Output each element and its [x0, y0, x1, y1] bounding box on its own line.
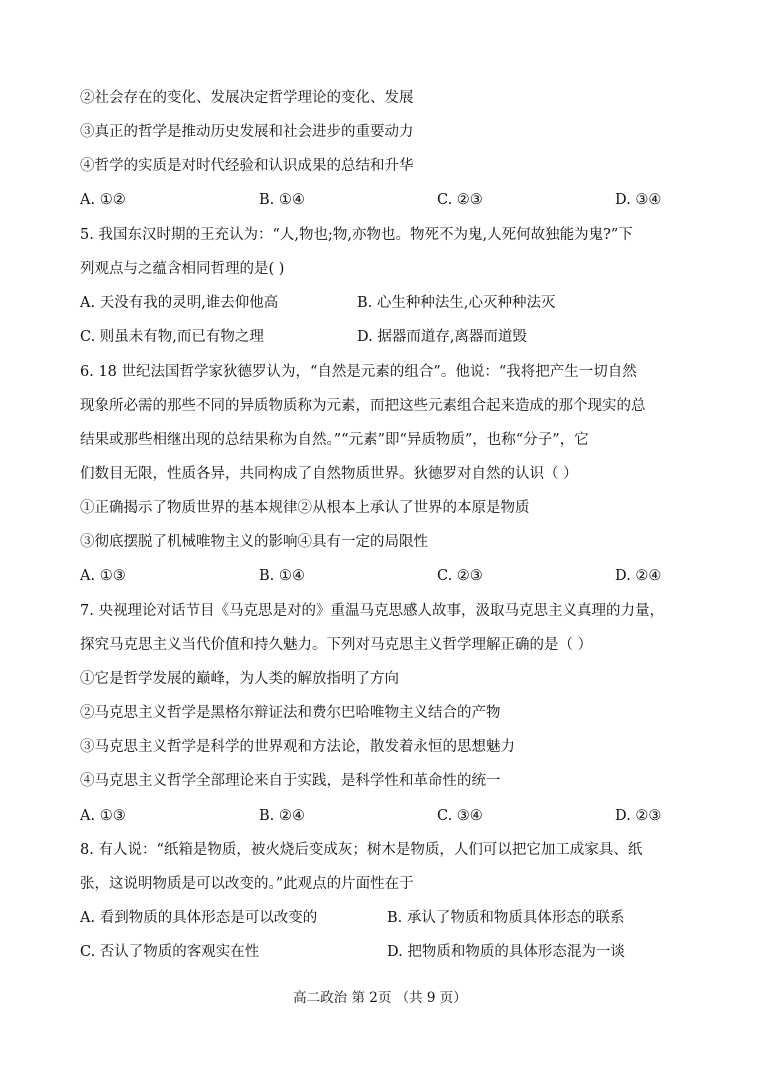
q7-statement-1: ①它是哲学发展的巅峰，为人类的解放指明了方向 [80, 671, 399, 687]
q6-options [80, 566, 680, 586]
q7-option-b: B. ②④ [259, 808, 305, 824]
q6-stem-line-2: 现象所必需的那些不同的异质物质称为元素，而把这些元素组合起来造成的那个现实的总 [80, 398, 646, 414]
q5-option-d: D. 据器而道存,离器而道毁 [357, 329, 527, 345]
q8-options-row-1 [80, 908, 680, 928]
q5-options-row-2 [80, 327, 680, 347]
q6-stem-line-4: 们数目无限，性质各异，共同构成了自然物质世界。狄德罗对自然的认识（ ） [80, 466, 578, 482]
q4-option-a: A. ①② [80, 192, 126, 208]
q8-option-d: D. 把物质和物质的具体形态混为一谈 [387, 944, 625, 960]
q4-statement-2: ②社会存在的变化、发展决定哲学理论的变化、发展 [80, 90, 414, 106]
q7-option-d: D. ②③ [615, 808, 662, 824]
q6-option-b: B. ①④ [259, 568, 305, 584]
q4-options [80, 190, 680, 210]
q8-stem-line-2: 张，这说明物质是可以改变的。”此观点的片面性在于 [80, 876, 414, 892]
q6-statements-1-2: ①正确揭示了物质世界的基本规律②从根本上承认了世界的本原是物质 [80, 500, 530, 516]
page-footer: 高二政治 第 2页 （共 9 页） [293, 990, 467, 1006]
q7-stem-line-2: 探究马克思主义当代价值和持久魅力。下列对马克思主义哲学理解正确的是（ ） [80, 637, 593, 653]
q6-option-a: A. ①③ [80, 568, 126, 584]
q7-option-c: C. ③④ [437, 808, 483, 824]
q7-statement-4: ④马克思主义哲学全部理论来自于实践，是科学性和革命性的统一 [80, 773, 501, 789]
q4-statement-4: ④哲学的实质是对时代经验和认识成果的总结和升华 [80, 158, 414, 174]
q6-option-c: C. ②③ [437, 568, 483, 584]
q5-option-a: A. 天没有我的灵明,谁去仰他高 [80, 295, 279, 311]
q6-stem-line-3: 结果或那些相继出现的总结果称为自然。”“元素”即“异质物质”，也称“分子”，它 [80, 432, 589, 448]
q5-stem-line-1: 5. 我国东汉时期的王充认为：“人,物也;物,亦物也。物死不为鬼,人死何故独能为鬼?”下 [80, 227, 633, 243]
q5-option-b: B. 心生种种法生,心灭种种法灭 [357, 295, 556, 311]
q4-statement-3: ③真正的哲学是推动历史发展和社会进步的重要动力 [80, 124, 414, 140]
q5-option-c: C. 则虽未有物,而已有物之理 [80, 329, 264, 345]
q8-options-row-2 [80, 942, 680, 962]
q8-option-b: B. 承认了物质和物质具体形态的联系 [387, 910, 625, 926]
q7-options [80, 806, 680, 826]
q7-option-a: A. ①③ [80, 808, 126, 824]
q7-statement-3: ③马克思主义哲学是科学的世界观和方法论，散发着永恒的思想魅力 [80, 739, 515, 755]
q4-option-d: D. ③④ [615, 192, 662, 208]
q8-option-a: A. 看到物质的具体形态是可以改变的 [80, 910, 318, 926]
q5-stem-line-2: 列观点与之蕴含相同哲理的是( ) [80, 261, 285, 277]
q8-option-c: C. 否认了物质的客观实在性 [80, 944, 260, 960]
q7-stem-line-1: 7. 央视理论对话节目《马克思是对的》重温马克思感人故事，汲取马克思主义真理的力量， [80, 603, 664, 619]
q8-stem-line-1: 8. 有人说：“纸箱是物质，被火烧后变成灰；树木是物质，人们可以把它加工成家具、纸 [80, 842, 643, 858]
q6-statements-3-4: ③彻底摆脱了机械唯物主义的影响④具有一定的局限性 [80, 534, 428, 550]
q7-statement-2: ②马克思主义哲学是黑格尔辩证法和费尔巴哈唯物主义结合的产物 [80, 705, 501, 721]
q4-option-c: C. ②③ [437, 192, 483, 208]
q4-option-b: B. ①④ [259, 192, 305, 208]
q6-stem-line-1: 6. 18 世纪法国哲学家狄德罗认为，“自然是元素的组合”。他说：“我将把产生一切自然 [80, 364, 637, 380]
q5-options-row-1 [80, 293, 680, 313]
q6-option-d: D. ②④ [615, 568, 662, 584]
